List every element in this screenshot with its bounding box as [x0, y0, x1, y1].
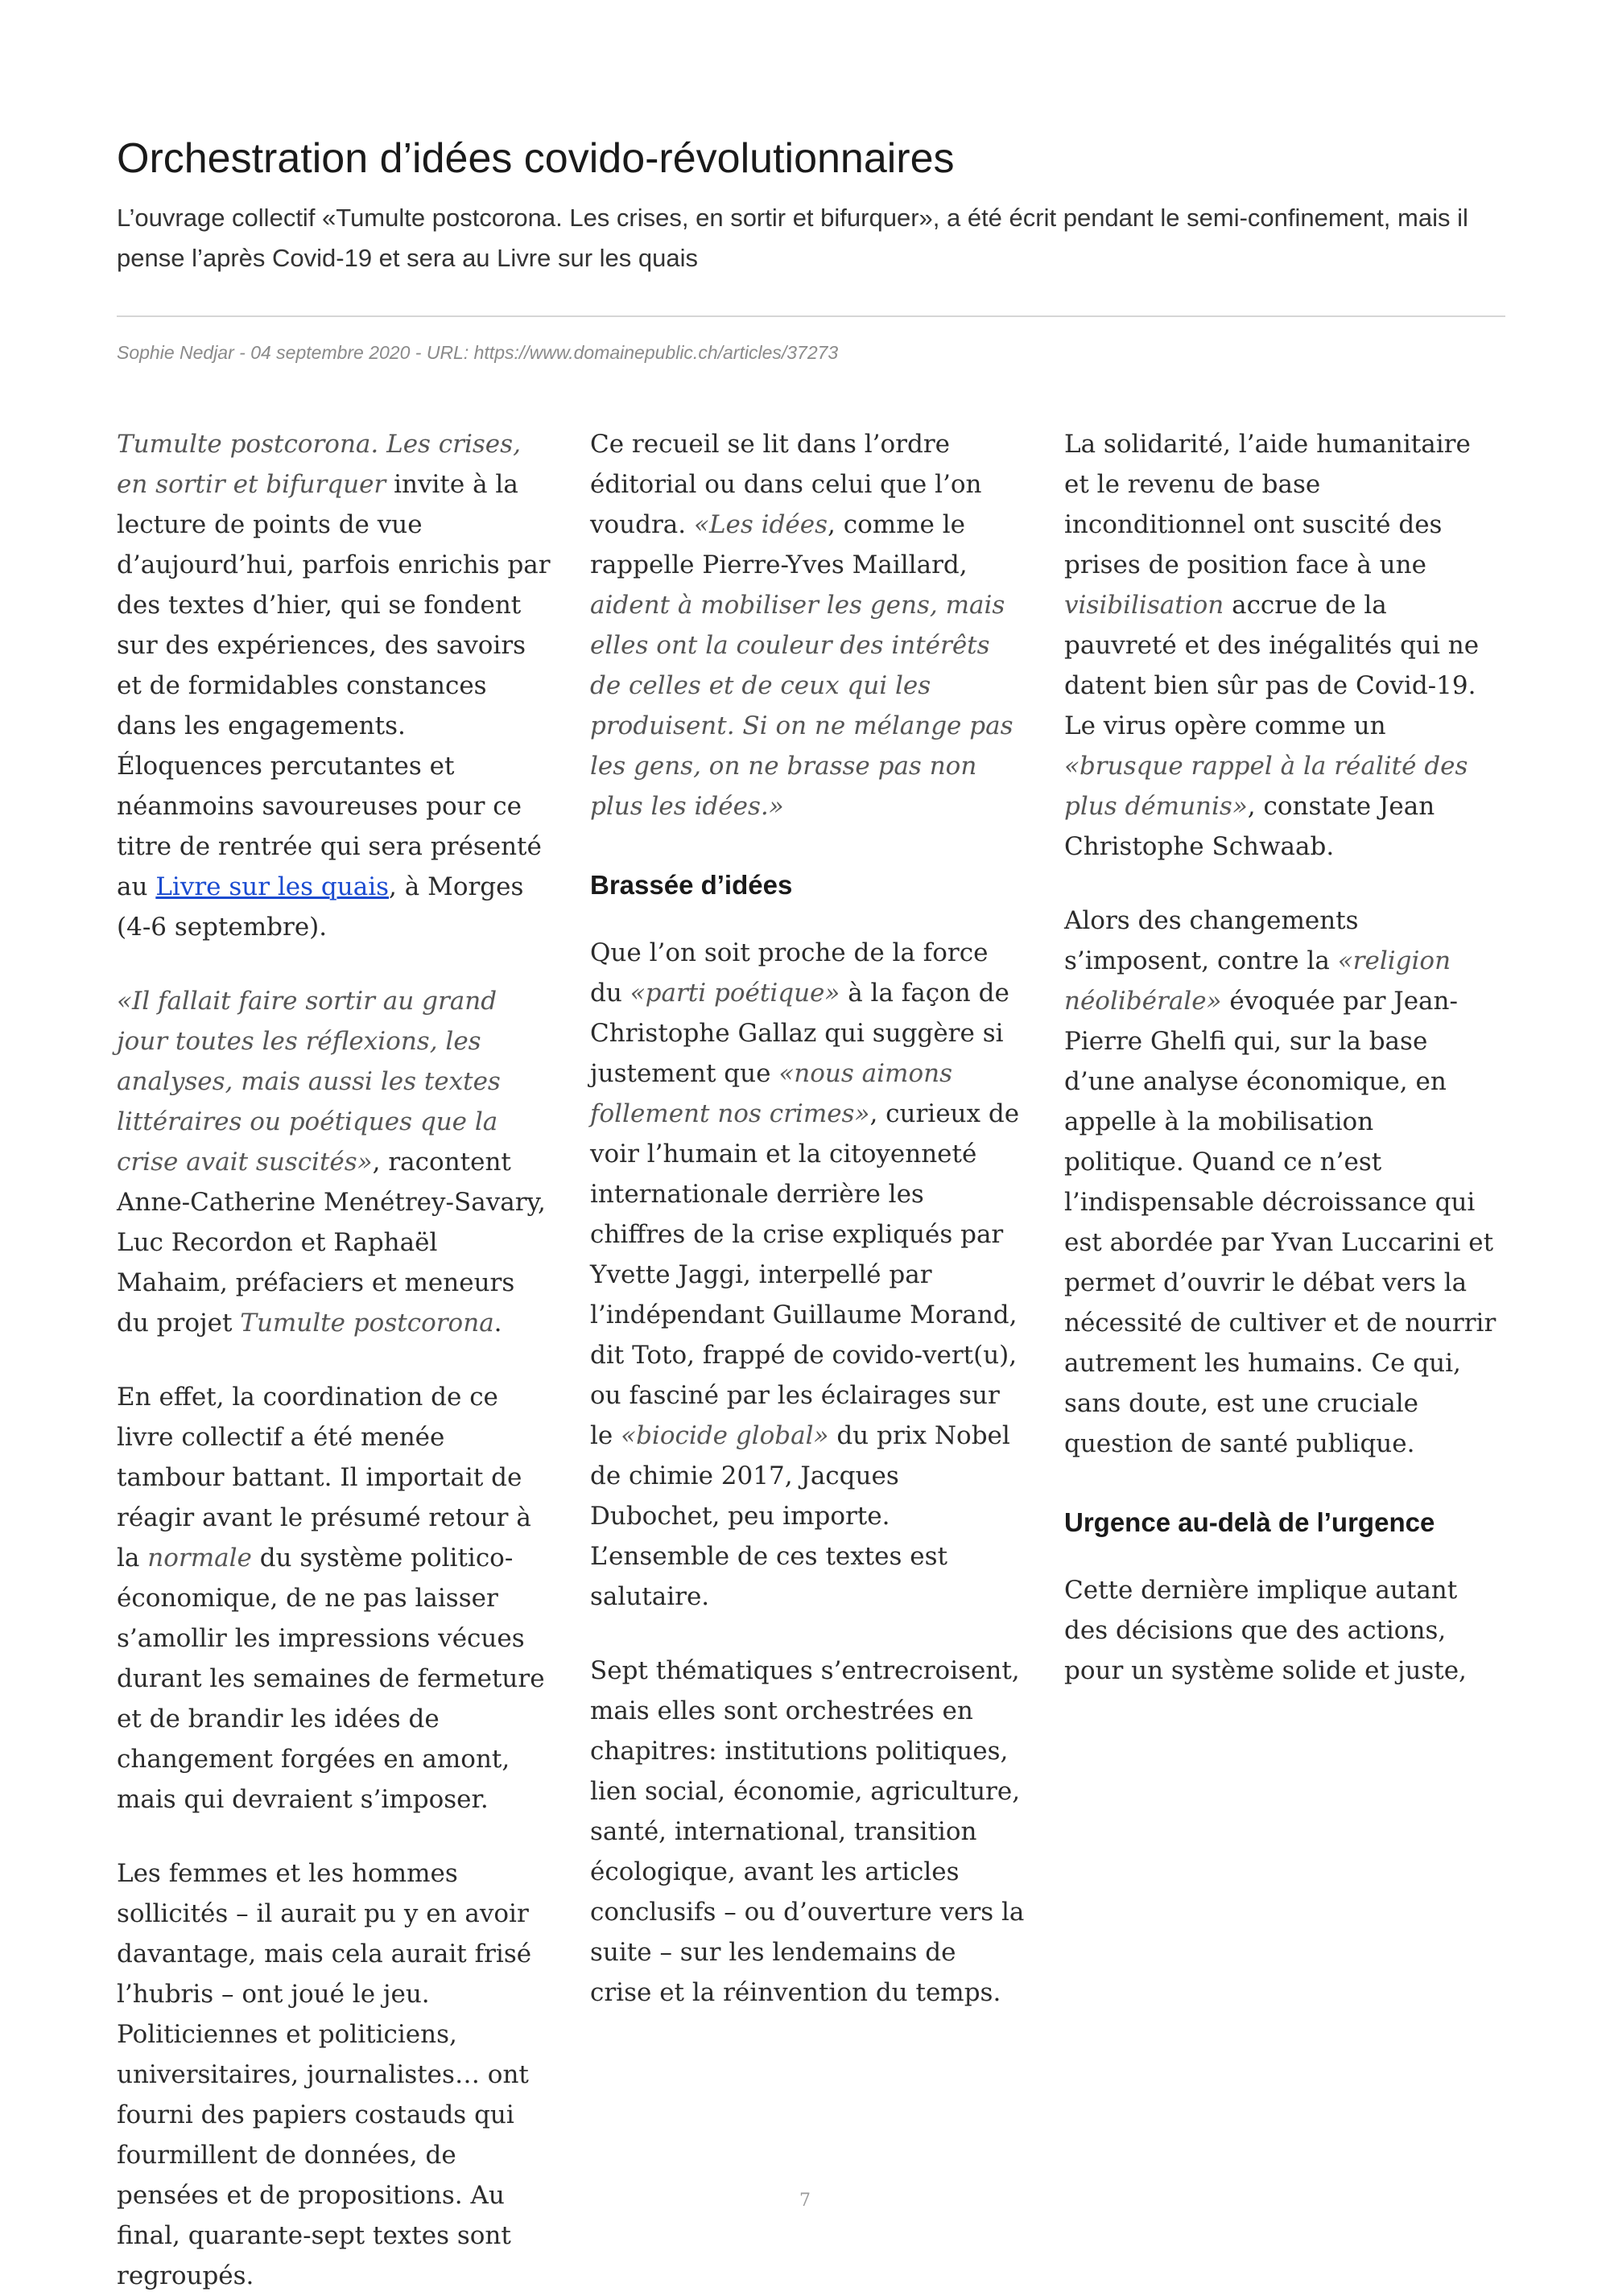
text-run: du prix Nobel de chimie 2017, Jacques Dubochet, peu importe. L’ensemble de ces textes est salutaire.: [590, 1421, 1010, 1611]
paragraph: [1064, 901, 1499, 1464]
book-title: Tumulte postcorona. Les crises, en sortir et bifurquer: [117, 430, 521, 499]
text-run: Que l’on soit proche de la force du: [590, 938, 989, 1008]
paragraph: [590, 933, 1025, 1617]
paragraph: [590, 424, 1025, 826]
emphasis: visibilisation: [1064, 591, 1224, 620]
book-title: Tumulte postcorona: [240, 1309, 494, 1338]
text-run: , constate Jean Christophe Schwaab.: [1064, 792, 1435, 861]
livre-sur-les-quais-link[interactable]: Livre sur les quais: [155, 872, 390, 901]
section-heading-urgence: Urgence au-delà de l’urgence: [1064, 1507, 1435, 1537]
quote: «brusque rappel à la réalité des plus démunis»: [1064, 752, 1468, 821]
article-lead: L’ouvrage collectif «Tumulte postcorona. Les crises, en sortir et bifurquer», a été écrit pendant le semi-confinement, mais il pense l’après Covid-19 et sera au Livre sur les quais: [117, 204, 1468, 272]
paragraph: [1064, 1570, 1499, 1691]
header-divider: [117, 315, 1505, 317]
paragraph: [117, 424, 551, 947]
text-run: Cette dernière implique autant des décisions que des actions, pour un système solide et juste,: [1064, 1576, 1467, 1685]
text-run: , à Morges (4-6 septembre).: [117, 872, 524, 942]
paragraph: [117, 1853, 551, 2296]
text-run: invite à la lecture de points de vue d’aujourd’hui, parfois enrichis par des textes d’hier, qui se fondent sur des expériences, des savoirs et de formidables constances dans les engagements. Éloquences percutantes et néanmoins savoureuses pour ce titre de rentrée qui sera présenté au: [117, 470, 551, 901]
text-run: , comme le rappelle Pierre-Yves Maillard,: [590, 510, 968, 579]
article-title: Orchestration d’idées covido-révolutionnaires: [117, 135, 955, 182]
emphasis: normale: [147, 1544, 252, 1573]
text-run: Les femmes et les hommes sollicités – il aurait pu y en avoir davantage, mais cela aurait frisé l’hubris – ont joué le jeu. Politiciennes et politiciens, universitaires, journalistes… ont fourni des papiers costauds qui fourmillent de données, de pensées et de propositions. Au final, quarante-sept textes sont regroupés.: [117, 1859, 532, 2290]
text-run: du système politico-économique, de ne pas laisser s’amollir les impressions vécues durant les semaines de fermeture et de brandir les idées de changement forgées en amont, mais qui devraient s’imposer.: [117, 1544, 545, 1814]
text-run: En effet, la coordination de ce livre collectif a été menée tambour battant. Il importait de réagir avant le présumé retour à la: [117, 1383, 531, 1573]
article-header: [117, 130, 1501, 278]
text-column-2: [590, 424, 1025, 2047]
section-heading-brassee: Brassée d’idées: [590, 870, 793, 900]
text-run: Ce recueil se lit dans l’ordre éditorial ou dans celui que l’on voudra.: [590, 430, 982, 539]
quote: «Il fallait faire sortir au grand jour toutes les réflexions, les analyses, mais aussi les textes littéraires ou poétiques que la crise avait suscités»: [117, 987, 501, 1177]
paragraph: [117, 981, 551, 1343]
quote: aident à mobiliser les gens, mais elles ont la couleur des intérêts de celles et de ceux qui les produisent. Si on ne mélange pas les gens, on ne brasse pas non plus les idées.»: [590, 591, 1013, 821]
text-run: accrue de la pauvreté et des inégalités qui ne datent bien sûr pas de Covid-19. Le virus opère comme un: [1064, 591, 1480, 740]
text-run: évoquée par Jean-Pierre Ghelfi qui, sur la base d’une analyse économique, en appelle à la mobilisation politique. Quand ce n’est l’indispensable décroissance qui est abordée par Yvan Luccarini et permet d’ouvrir le débat vers la nécessité de cultiver et de nourrir autrement les humains. Ce qui, sans doute, est une cruciale question de santé publique.: [1064, 987, 1496, 1458]
article-byline: Sophie Nedjar - 04 septembre 2020 - URL: https://www.domainepublic.ch/articles/37273: [117, 342, 839, 363]
text-run: , racontent Anne-Catherine Menétrey-Savary, Luc Recordon et Raphaël Mahaim, préfaciers et meneurs du projet: [117, 1148, 546, 1338]
text-run: Alors des changements s’imposent, contre la: [1064, 906, 1359, 975]
paragraph: [590, 1651, 1025, 2013]
text-run: , curieux de voir l’humain et la citoyenneté internationale derrière les chiffres de la crise expliqués par Yvette Jaggi, interpellé par l’indépendant Guillaume Morand, dit Toto, frappé de covido-vert(u), ou fasciné par les éclairages sur le: [590, 1099, 1020, 1450]
quote: «parti poétique»: [630, 979, 840, 1008]
quote: «nous aimons follement nos crimes»: [590, 1059, 952, 1128]
quote: «biocide global»: [621, 1421, 829, 1450]
paragraph: [1064, 424, 1499, 867]
text-column-1: [117, 424, 551, 2296]
quote: «religion néolibérale»: [1064, 946, 1451, 1016]
text-run: .: [493, 1309, 502, 1338]
text-column-3: [1064, 424, 1499, 1725]
paragraph: [117, 1377, 551, 1820]
text-run: La solidarité, l’aide humanitaire et le revenu de base inconditionnel ont suscité des prises de position face à une: [1064, 430, 1471, 579]
quote: «Les idées: [694, 510, 828, 539]
text-run: à la façon de Christophe Gallaz qui suggère si justement que: [590, 979, 1009, 1088]
text-run: Sept thématiques s’entrecroisent, mais elles sont orchestrées en chapitres: institutions politiques, lien social, économie, agriculture, santé, international, transition écologique, avant les articles conclusifs – ou d’ouverture vers la suite – sur les lendemains de crise et la réinvention du temps.: [590, 1656, 1025, 2007]
page-number: 7: [799, 2191, 811, 2211]
